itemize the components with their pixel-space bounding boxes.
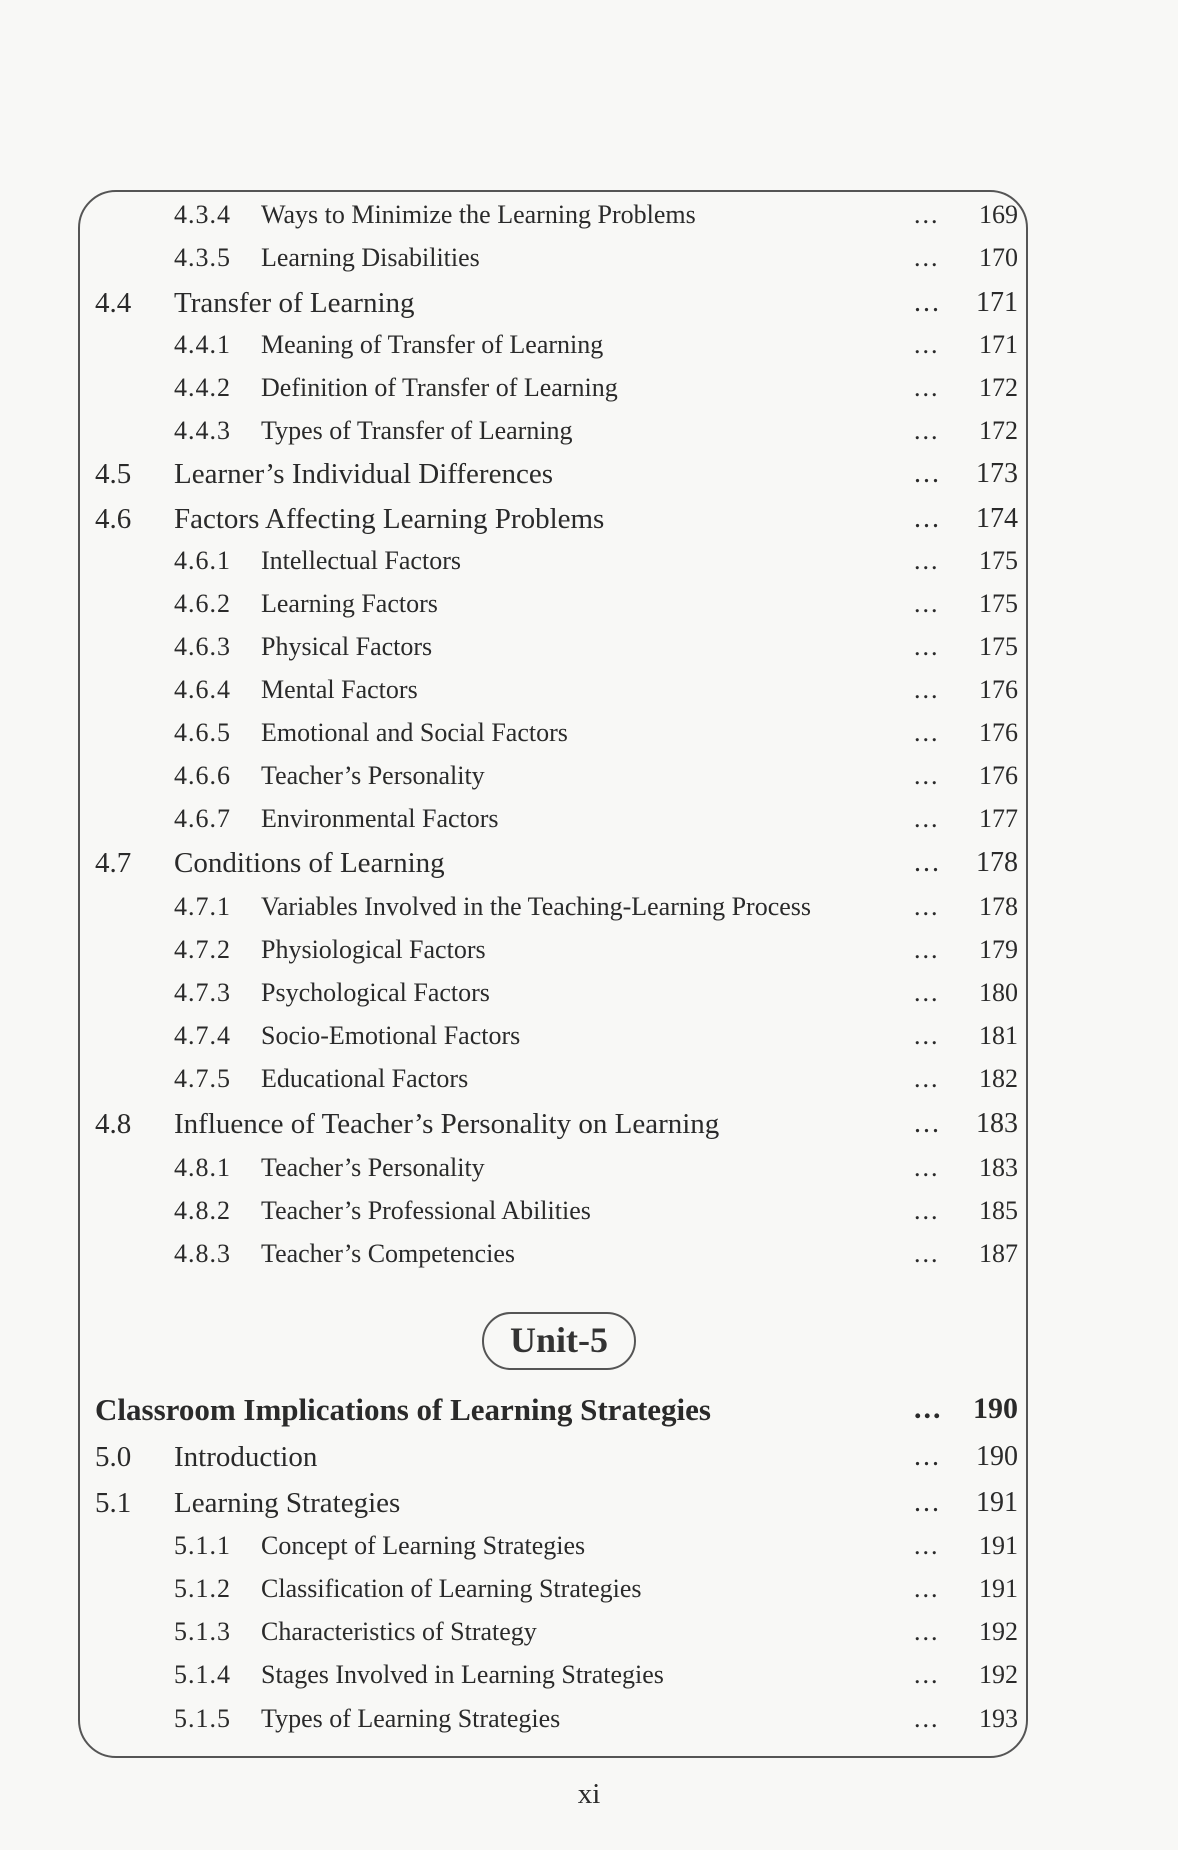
toc-leader-dots: ... [914, 935, 940, 964]
toc-entry-title: Psychological Factors [261, 978, 490, 1007]
toc-leader-dots: ... [914, 1108, 941, 1139]
toc-entry-title: Types of Transfer of Learning [261, 416, 573, 445]
toc-entry-number: 5.1.2 [174, 1574, 231, 1603]
toc-page-number: 172 [979, 373, 1018, 402]
toc-entry-title: Mental Factors [261, 675, 418, 704]
toc-entry-title: Learning Disabilities [261, 243, 480, 272]
toc-subsection-row [0, 935, 1178, 975]
toc-leader-dots: ... [914, 847, 941, 878]
toc-entry-number: 5.0 [95, 1441, 132, 1473]
toc-page-number: 178 [976, 847, 1018, 878]
toc-entry-number: 4.4 [95, 287, 132, 319]
toc-leader-dots: ... [914, 675, 940, 704]
toc-entry-number: 4.7.5 [174, 1064, 231, 1093]
toc-subsection-row [0, 1660, 1178, 1700]
toc-subsection-row [0, 589, 1178, 629]
toc-entry-title: Classification of Learning Strategies [261, 1574, 642, 1603]
toc-entry-title: Concept of Learning Strategies [261, 1531, 586, 1560]
toc-subsection-row [0, 1531, 1178, 1571]
toc-subsection-row [0, 1196, 1178, 1236]
toc-page-number: 170 [979, 243, 1018, 272]
toc-entry-title: Teacher’s Personality [261, 761, 485, 790]
toc-entry-number: 4.6.2 [174, 589, 231, 618]
toc-leader-dots: ... [914, 330, 940, 359]
toc-entry-title: Teacher’s Competencies [261, 1239, 515, 1268]
toc-entry-number: 4.3.5 [174, 243, 231, 272]
toc-entry-number: 4.6.4 [174, 675, 231, 704]
toc-entry-number: 5.1 [95, 1487, 132, 1519]
toc-leader-dots: ... [914, 761, 940, 790]
toc-leader-dots: ... [914, 503, 941, 534]
toc-leader-dots: ... [914, 1441, 941, 1472]
unit-heading-badge: Unit-5 [482, 1312, 636, 1370]
toc-entry-title: Physiological Factors [261, 935, 486, 964]
toc-leader-dots: ... [914, 373, 940, 402]
toc-subsection-row [0, 1704, 1178, 1744]
toc-entry-title: Intellectual Factors [261, 546, 461, 575]
toc-entry-number: 4.6.7 [174, 804, 231, 833]
toc-subsection-row [0, 200, 1178, 240]
toc-leader-dots: ... [914, 1531, 940, 1560]
toc-entry-title: Types of Learning Strategies [261, 1704, 561, 1733]
toc-entry-number: 4.3.4 [174, 200, 231, 229]
toc-leader-dots: ... [914, 1704, 940, 1733]
toc-subsection-row [0, 675, 1178, 715]
toc-page-number: 185 [979, 1196, 1018, 1225]
toc-leader-dots: ... [914, 1021, 940, 1050]
toc-entry-title: Teacher’s Personality [261, 1153, 485, 1182]
toc-subsection-row [0, 1064, 1178, 1104]
toc-subsection-row [0, 978, 1178, 1018]
toc-entry-number: 4.8 [95, 1108, 132, 1140]
toc-entry-title: Emotional and Social Factors [261, 718, 568, 747]
toc-page-number: 172 [979, 416, 1018, 445]
toc-page-number: 191 [976, 1487, 1018, 1518]
toc-leader-dots: ... [914, 546, 940, 575]
toc-subsection-row [0, 1239, 1178, 1279]
toc-leader-dots: ... [914, 200, 940, 229]
toc-entry-number: 5.1.4 [174, 1660, 231, 1689]
toc-entry-title: Stages Involved in Learning Strategies [261, 1660, 664, 1689]
toc-page-number: 190 [973, 1392, 1018, 1425]
toc-section-row [0, 1487, 1178, 1527]
toc-entry-number: 4.6.3 [174, 632, 231, 661]
toc-section-row [0, 503, 1178, 543]
toc-entry-number: 5.1.1 [174, 1531, 231, 1560]
toc-page-number: 190 [976, 1441, 1018, 1472]
toc-page-number: 169 [979, 200, 1018, 229]
toc-leader-dots: ... [914, 589, 940, 618]
toc-page-number: 191 [979, 1531, 1018, 1560]
toc-entry-number: 4.4.3 [174, 416, 231, 445]
toc-leader-dots: ... [914, 892, 940, 921]
toc-page-number: 187 [979, 1239, 1018, 1268]
toc-entry-title: Meaning of Transfer of Learning [261, 330, 604, 359]
toc-subsection-row [0, 373, 1178, 413]
toc-page-number: 173 [976, 458, 1018, 489]
toc-entry-number: 4.4.2 [174, 373, 231, 402]
toc-leader-dots: ... [914, 1392, 943, 1425]
toc-leader-dots: ... [914, 718, 940, 747]
toc-leader-dots: ... [914, 804, 940, 833]
toc-page-number: 191 [979, 1574, 1018, 1603]
toc-subsection-row [0, 1574, 1178, 1614]
toc-entry-title: Environmental Factors [261, 804, 499, 833]
toc-page-number: 183 [976, 1108, 1018, 1139]
toc-entry-title: Ways to Minimize the Learning Problems [261, 200, 696, 229]
toc-entry-number: 4.7.3 [174, 978, 231, 1007]
toc-subsection-row [0, 546, 1178, 586]
toc-page-number: 183 [979, 1153, 1018, 1182]
toc-unit-title-row [0, 1392, 1178, 1432]
toc-page-number: 176 [979, 718, 1018, 747]
toc-entry-title: Physical Factors [261, 632, 433, 661]
toc-entry-number: 4.8.3 [174, 1239, 231, 1268]
toc-entry-number: 4.5 [95, 458, 132, 490]
toc-entry-number: 4.7.1 [174, 892, 231, 921]
toc-entry-title: Learning Strategies [174, 1487, 401, 1519]
toc-leader-dots: ... [914, 632, 940, 661]
toc-leader-dots: ... [914, 1487, 941, 1518]
toc-entry-title: Characteristics of Strategy [261, 1617, 537, 1646]
toc-entry-number: 5.1.3 [174, 1617, 231, 1646]
toc-entry-title: Variables Involved in the Teaching-Learning Process [261, 892, 812, 921]
toc-page-number: 179 [979, 935, 1018, 964]
toc-leader-dots: ... [914, 1617, 940, 1646]
toc-page-number: 193 [979, 1704, 1018, 1733]
toc-page-number: 180 [979, 978, 1018, 1007]
toc-leader-dots: ... [914, 978, 940, 1007]
toc-entry-title: Teacher’s Professional Abilities [261, 1196, 591, 1225]
toc-entry-title: Definition of Transfer of Learning [261, 373, 618, 402]
toc-page-number: 176 [979, 675, 1018, 704]
toc-page-number: 192 [979, 1617, 1018, 1646]
toc-leader-dots: ... [914, 416, 940, 445]
toc-entry-title: Socio-Emotional Factors [261, 1021, 521, 1050]
toc-entry-title: Educational Factors [261, 1064, 469, 1093]
toc-page-number: 176 [979, 761, 1018, 790]
toc-section-row [0, 1441, 1178, 1481]
toc-entry-number: 4.6.5 [174, 718, 231, 747]
toc-entry-title: Conditions of Learning [174, 847, 445, 879]
toc-page-number: 182 [979, 1064, 1018, 1093]
toc-page-number: 175 [979, 546, 1018, 575]
toc-leader-dots: ... [914, 1239, 940, 1268]
toc-subsection-row [0, 1021, 1178, 1061]
toc-page-number: 175 [979, 589, 1018, 618]
toc-entry-title: Transfer of Learning [174, 287, 415, 319]
toc-page-number: 192 [979, 1660, 1018, 1689]
toc-page-number: 181 [979, 1021, 1018, 1050]
toc-page-number: 178 [979, 892, 1018, 921]
toc-leader-dots: ... [914, 1153, 940, 1182]
toc-page-number: 171 [976, 287, 1018, 318]
toc-leader-dots: ... [914, 243, 940, 272]
toc-leader-dots: ... [914, 1196, 940, 1225]
toc-entry-number: 4.6.6 [174, 761, 231, 790]
toc-leader-dots: ... [914, 1064, 940, 1093]
toc-section-row [0, 458, 1178, 498]
toc-entry-number: 4.8.2 [174, 1196, 231, 1225]
toc-entry-title: Introduction [174, 1441, 318, 1473]
toc-leader-dots: ... [914, 1660, 940, 1689]
toc-entry-title: Classroom Implications of Learning Strategies [95, 1392, 711, 1427]
toc-entry-number: 4.4.1 [174, 330, 231, 359]
toc-entry-title: Influence of Teacher’s Personality on Learning [174, 1108, 720, 1140]
toc-leader-dots: ... [914, 458, 941, 489]
toc-subsection-row [0, 804, 1178, 844]
toc-leader-dots: ... [914, 287, 941, 318]
toc-entry-number: 4.8.1 [174, 1153, 231, 1182]
toc-entry-number: 5.1.5 [174, 1704, 231, 1733]
toc-subsection-row [0, 416, 1178, 456]
toc-entry-number: 4.7.2 [174, 935, 231, 964]
page-folio: xi [577, 1778, 601, 1810]
toc-subsection-row [0, 330, 1178, 370]
toc-entry-title: Learner’s Individual Differences [174, 458, 553, 490]
toc-entry-number: 4.7.4 [174, 1021, 231, 1050]
toc-subsection-row [0, 1153, 1178, 1193]
toc-page-number: 175 [979, 632, 1018, 661]
toc-page-number: 174 [976, 503, 1018, 534]
toc-subsection-row [0, 243, 1178, 283]
toc-section-row [0, 847, 1178, 887]
toc-subsection-row [0, 718, 1178, 758]
toc-subsection-row [0, 761, 1178, 801]
toc-entry-number: 4.6.1 [174, 546, 231, 575]
toc-entry-title: Factors Affecting Learning Problems [174, 503, 605, 535]
toc-subsection-row [0, 1617, 1178, 1657]
toc-section-row [0, 1108, 1178, 1148]
toc-leader-dots: ... [914, 1574, 940, 1603]
toc-entry-number: 4.7 [95, 847, 132, 879]
toc-entry-title: Learning Factors [261, 589, 438, 618]
toc-subsection-row [0, 632, 1178, 672]
toc-subsection-row [0, 892, 1178, 932]
toc-page-number: 171 [979, 330, 1018, 359]
toc-page-number: 177 [979, 804, 1018, 833]
toc-entry-number: 4.6 [95, 503, 132, 535]
toc-section-row [0, 287, 1178, 327]
